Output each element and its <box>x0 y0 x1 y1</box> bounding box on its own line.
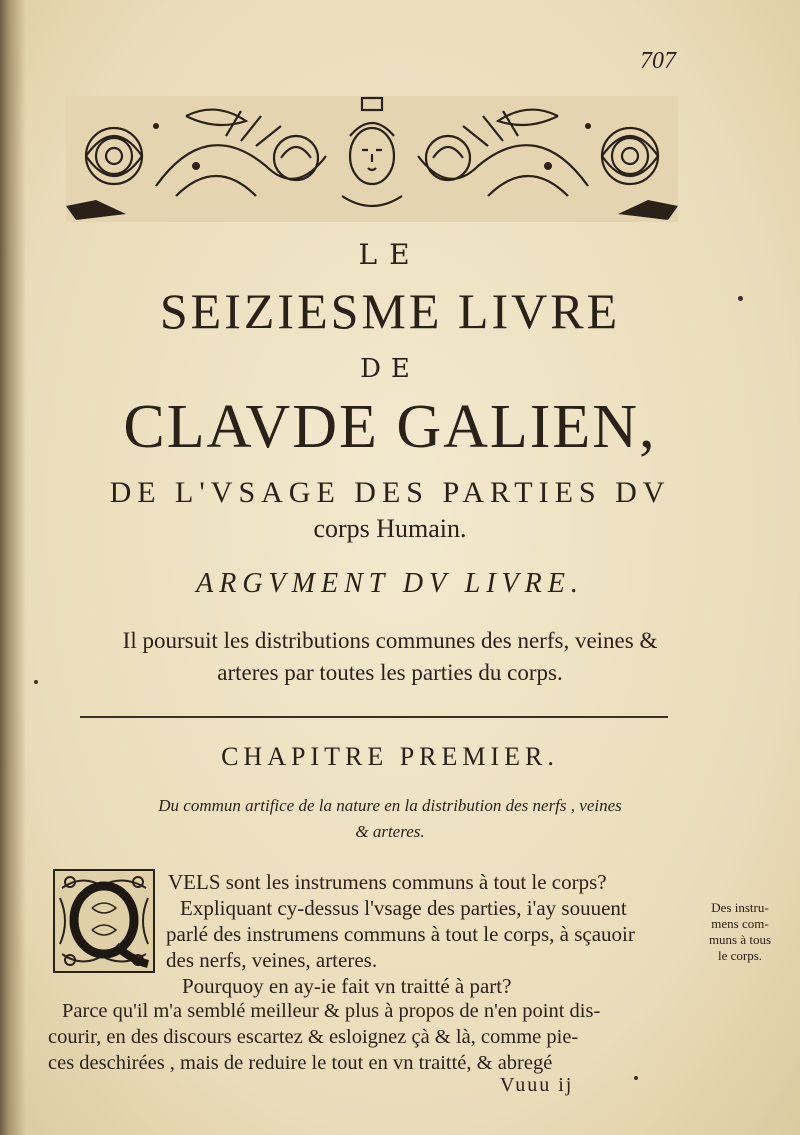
margin-note-line: le corps. <box>717 948 763 963</box>
margin-note <box>690 900 790 964</box>
margin-note-line: mens com- <box>711 916 769 931</box>
ink-speck <box>738 296 743 301</box>
horizontal-rule <box>80 716 668 718</box>
ink-speck <box>34 680 38 684</box>
body-text-line: courir, en des discours escartez & esloignez çà & là, comme pie- <box>48 1026 579 1048</box>
body-text-line: ces deschirées , mais de reduire le tout en vn traitté, & abregé <box>48 1052 553 1074</box>
title-line-corps: corps Humain. <box>313 514 467 543</box>
chapter-subtitle-line: & arteres. <box>355 822 425 841</box>
argument-heading: ARGVMENT DV LIVRE. <box>196 568 584 599</box>
title-line-usage: DE L'VSAGE DES PARTIES DV <box>109 476 671 509</box>
chapter-subtitle-line: Du commun artifice de la nature en la distribution des nerfs , veines <box>158 796 622 815</box>
signature-mark: Vuuu ij <box>500 1074 574 1096</box>
decorated-initial-q <box>52 868 156 974</box>
body-text-line: Pourquoy en ay-ie fait vn traitté à part? <box>182 974 512 998</box>
ink-speck <box>634 1076 638 1080</box>
body-text-line: des nerfs, veines, arteres. <box>166 948 378 972</box>
woodcut-headpiece-ornament <box>66 96 678 222</box>
title-author: CLAVDE GALIEN, <box>123 393 657 461</box>
body-text-line: Parce qu'il m'a semblé meilleur & plus à propos de n'en point dis- <box>62 1000 601 1022</box>
argument-text-line: arteres par toutes les parties du corps. <box>217 660 563 685</box>
argument-text-line: Il poursuit les distributions communes des nerfs, veines & <box>122 628 658 653</box>
page-number: 707 <box>640 48 676 74</box>
body-text-line: parlé des instrumens communs à tout le corps, à sçauoir <box>166 922 635 946</box>
title-le: LE <box>358 238 422 271</box>
binding-shadow <box>0 0 26 1135</box>
chapter-heading: CHAPITRE PREMIER. <box>221 742 559 771</box>
margin-note-line: Des instru- <box>711 900 769 915</box>
margin-note-line: muns à tous <box>708 932 772 947</box>
title-line-seiziesme-livre: SEIZIESME LIVRE <box>159 283 621 339</box>
title-de: DE <box>360 354 420 384</box>
body-text-line: VELS sont les instrumens communs à tout le corps? <box>168 870 607 894</box>
body-text-line: Expliquant cy-dessus l'vsage des parties, i'ay souuent <box>180 896 627 920</box>
